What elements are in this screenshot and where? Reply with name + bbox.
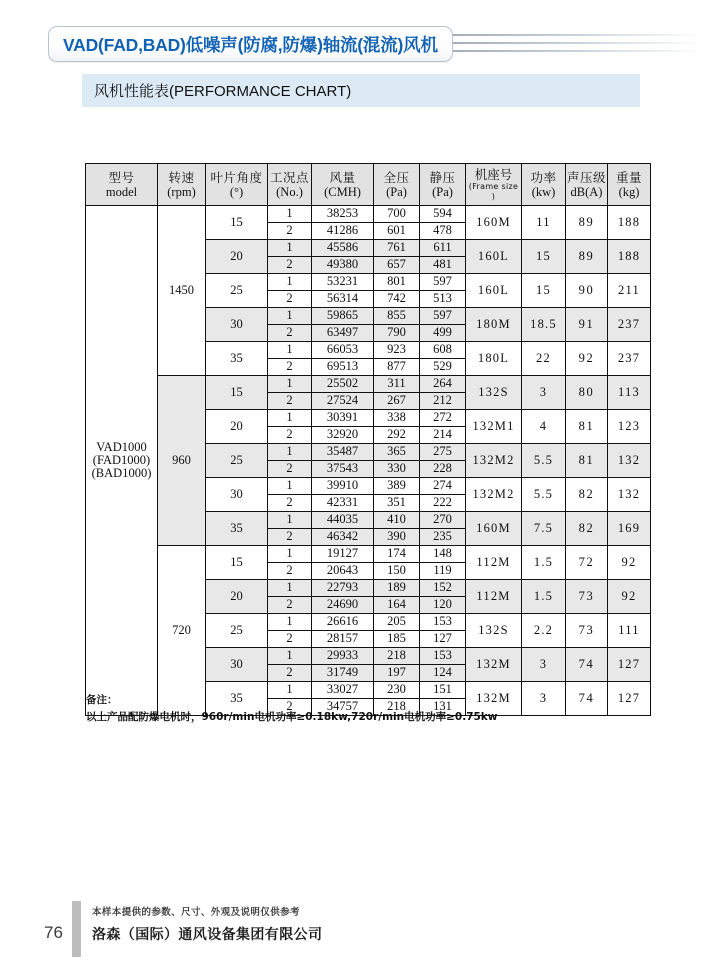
table-column-header: [466, 164, 522, 206]
cell-static-pressure: 481: [420, 257, 466, 274]
cell-operating-point: 1: [268, 342, 312, 359]
cell-static-pressure: 594: [420, 206, 466, 223]
cell-blade-angle: 25: [206, 614, 268, 648]
cell-operating-point: 2: [268, 291, 312, 308]
cell-total-pressure: 389: [374, 478, 420, 495]
column-header-cn: 全压: [383, 169, 410, 185]
cell-weight: 188: [608, 240, 651, 274]
cell-blade-angle: 15: [206, 376, 268, 410]
page-header: [48, 26, 708, 62]
cell-blade-angle: 25: [206, 274, 268, 308]
cell-noise-level: 73: [566, 614, 608, 648]
model-line: (FAD1000): [92, 452, 151, 467]
cell-operating-point: 2: [268, 223, 312, 240]
remark-label: 备注：: [86, 694, 118, 706]
cell-air-flow: 27524: [312, 393, 374, 410]
cell-air-flow: 59865: [312, 308, 374, 325]
cell-static-pressure: 131: [420, 699, 466, 716]
cell-total-pressure: 185: [374, 631, 420, 648]
cell-air-flow: 56314: [312, 291, 374, 308]
cell-static-pressure: 611: [420, 240, 466, 257]
section-subtitle-band: [82, 74, 640, 107]
cell-frame-size: 112M: [466, 580, 522, 614]
column-header-cn: 机座号: [474, 167, 513, 183]
column-header-cn: 静压: [429, 169, 456, 185]
cell-static-pressure: 264: [420, 376, 466, 393]
cell-static-pressure: 222: [420, 495, 466, 512]
cell-noise-level: 91: [566, 308, 608, 342]
cell-weight: 123: [608, 410, 651, 444]
cell-weight: 127: [608, 682, 651, 716]
cell-weight: 92: [608, 580, 651, 614]
cell-operating-point: 2: [268, 529, 312, 546]
cell-air-flow: 39910: [312, 478, 374, 495]
cell-blade-angle: 20: [206, 580, 268, 614]
cell-static-pressure: 274: [420, 478, 466, 495]
cell-frame-size: 132S: [466, 376, 522, 410]
cell-air-flow: 46342: [312, 529, 374, 546]
cell-operating-point: 1: [268, 444, 312, 461]
cell-static-pressure: 272: [420, 410, 466, 427]
cell-operating-point: 2: [268, 597, 312, 614]
cell-static-pressure: 153: [420, 614, 466, 631]
cell-operating-point: 2: [268, 325, 312, 342]
cell-operating-point: 1: [268, 274, 312, 291]
cell-total-pressure: 742: [374, 291, 420, 308]
cell-operating-point: 2: [268, 359, 312, 376]
cell-frame-size: 132M: [466, 648, 522, 682]
cell-weight: 237: [608, 342, 651, 376]
cell-noise-level: 89: [566, 240, 608, 274]
table-body: [86, 206, 651, 716]
cell-total-pressure: 801: [374, 274, 420, 291]
cell-operating-point: 2: [268, 563, 312, 580]
cell-noise-level: 92: [566, 342, 608, 376]
cell-blade-angle: 25: [206, 444, 268, 478]
cell-noise-level: 90: [566, 274, 608, 308]
cell-static-pressure: 608: [420, 342, 466, 359]
cell-total-pressure: 923: [374, 342, 420, 359]
cell-operating-point: 2: [268, 427, 312, 444]
cell-air-flow: 42331: [312, 495, 374, 512]
cell-operating-point: 1: [268, 478, 312, 495]
cell-weight: 111: [608, 614, 651, 648]
table-row: [86, 546, 651, 563]
column-header-cn: 风量: [329, 169, 356, 185]
column-header-cn: 工况点: [269, 169, 309, 185]
header-rule-1: [428, 34, 708, 36]
cell-air-flow: 38253: [312, 206, 374, 223]
cell-power: 3: [522, 648, 566, 682]
cell-air-flow: 20643: [312, 563, 374, 580]
cell-total-pressure: 700: [374, 206, 420, 223]
column-header-en: (kw): [531, 184, 556, 199]
cell-frame-size: 160M: [466, 512, 522, 546]
cell-static-pressure: 228: [420, 461, 466, 478]
cell-total-pressure: 311: [374, 376, 420, 393]
cell-power: 18.5: [522, 308, 566, 342]
cell-operating-point: 1: [268, 682, 312, 699]
cell-total-pressure: 351: [374, 495, 420, 512]
cell-total-pressure: 218: [374, 699, 420, 716]
cell-total-pressure: 230: [374, 682, 420, 699]
performance-table: [85, 163, 651, 716]
cell-static-pressure: 119: [420, 563, 466, 580]
footer-disclaimer: 本样本提供的参数、尺寸、外观及说明仅供参考: [92, 907, 300, 918]
cell-frame-size: 132S: [466, 614, 522, 648]
cell-operating-point: 2: [268, 631, 312, 648]
cell-static-pressure: 153: [420, 648, 466, 665]
cell-blade-angle: 30: [206, 478, 268, 512]
cell-air-flow: 22793: [312, 580, 374, 597]
cell-noise-level: 89: [566, 206, 608, 240]
cell-air-flow: 31749: [312, 665, 374, 682]
table-column-header: [566, 164, 608, 206]
column-header-en: (°): [229, 184, 244, 199]
cell-air-flow: 28157: [312, 631, 374, 648]
column-header-cn: 功率: [530, 169, 557, 185]
cell-static-pressure: 148: [420, 546, 466, 563]
cell-static-pressure: 151: [420, 682, 466, 699]
table-header-row: [86, 164, 651, 206]
cell-weight: 169: [608, 512, 651, 546]
column-header-en: (kg): [618, 184, 640, 199]
remark-block: [86, 692, 646, 727]
cell-weight: 132: [608, 478, 651, 512]
cell-air-flow: 44035: [312, 512, 374, 529]
cell-weight: 92: [608, 546, 651, 580]
cell-blade-angle: 20: [206, 240, 268, 274]
cell-power: 15: [522, 240, 566, 274]
cell-weight: 237: [608, 308, 651, 342]
cell-total-pressure: 657: [374, 257, 420, 274]
cell-air-flow: 32920: [312, 427, 374, 444]
column-header-cn: 叶片角度: [210, 169, 263, 185]
cell-blade-angle: 15: [206, 546, 268, 580]
table-column-header: [312, 164, 374, 206]
table-column-header: [608, 164, 651, 206]
cell-total-pressure: 218: [374, 648, 420, 665]
cell-operating-point: 2: [268, 461, 312, 478]
column-header-cn: 转速: [168, 169, 195, 185]
cell-blade-angle: 20: [206, 410, 268, 444]
cell-static-pressure: 499: [420, 325, 466, 342]
cell-static-pressure: 513: [420, 291, 466, 308]
cell-operating-point: 2: [268, 495, 312, 512]
cell-air-flow: 49380: [312, 257, 374, 274]
cell-noise-level: 80: [566, 376, 608, 410]
cell-total-pressure: 338: [374, 410, 420, 427]
table-row: [86, 206, 651, 223]
cell-frame-size: 132M2: [466, 444, 522, 478]
table-column-header: [268, 164, 312, 206]
cell-power: 7.5: [522, 512, 566, 546]
cell-air-flow: 29933: [312, 648, 374, 665]
table-column-header: [420, 164, 466, 206]
cell-total-pressure: 197: [374, 665, 420, 682]
performance-table-container: [85, 163, 640, 716]
column-header-en: (Pa): [432, 184, 453, 199]
cell-total-pressure: 390: [374, 529, 420, 546]
cell-air-flow: 53231: [312, 274, 374, 291]
cell-frame-size: 160L: [466, 274, 522, 308]
cell-noise-level: 81: [566, 410, 608, 444]
cell-frame-size: 132M2: [466, 478, 522, 512]
cell-total-pressure: 365: [374, 444, 420, 461]
footer-company: 洛森（国际）通风设备集团有限公司: [92, 927, 323, 944]
cell-frame-size: 132M1: [466, 410, 522, 444]
cell-total-pressure: 790: [374, 325, 420, 342]
cell-operating-point: 1: [268, 240, 312, 257]
table-column-header: [374, 164, 420, 206]
header-rule-2: [428, 42, 708, 44]
cell-total-pressure: 267: [374, 393, 420, 410]
column-header-cn: 重量: [615, 169, 642, 185]
cell-frame-size: 112M: [466, 546, 522, 580]
cell-blade-angle: 35: [206, 342, 268, 376]
cell-air-flow: 34757: [312, 699, 374, 716]
cell-noise-level: 81: [566, 444, 608, 478]
cell-power: 5.5: [522, 478, 566, 512]
cell-air-flow: 26616: [312, 614, 374, 631]
page-footer: [44, 897, 704, 959]
cell-noise-level: 72: [566, 546, 608, 580]
cell-air-flow: 30391: [312, 410, 374, 427]
cell-blade-angle: 35: [206, 512, 268, 546]
table-column-header: [158, 164, 206, 206]
table-row: [86, 376, 651, 393]
table-column-header: [206, 164, 268, 206]
table-column-header: [86, 164, 158, 206]
cell-operating-point: 1: [268, 648, 312, 665]
cell-noise-level: 82: [566, 512, 608, 546]
cell-total-pressure: 330: [374, 461, 420, 478]
model-line: VAD1000: [96, 439, 147, 454]
cell-weight: 132: [608, 444, 651, 478]
cell-total-pressure: 292: [374, 427, 420, 444]
cell-blade-angle: 30: [206, 648, 268, 682]
cell-frame-size: 180M: [466, 308, 522, 342]
cell-static-pressure: 275: [420, 444, 466, 461]
cell-rpm: 720: [158, 546, 206, 716]
cell-air-flow: 19127: [312, 546, 374, 563]
cell-weight: 188: [608, 206, 651, 240]
cell-air-flow: 66053: [312, 342, 374, 359]
cell-operating-point: 1: [268, 206, 312, 223]
cell-static-pressure: 124: [420, 665, 466, 682]
cell-power: 22: [522, 342, 566, 376]
cell-operating-point: 1: [268, 614, 312, 631]
cell-operating-point: 2: [268, 393, 312, 410]
cell-air-flow: 63497: [312, 325, 374, 342]
cell-operating-point: 2: [268, 665, 312, 682]
cell-static-pressure: 214: [420, 427, 466, 444]
cell-rpm: 960: [158, 376, 206, 546]
cell-total-pressure: 164: [374, 597, 420, 614]
cell-total-pressure: 410: [374, 512, 420, 529]
cell-air-flow: 35487: [312, 444, 374, 461]
column-header-en: (Frame size ): [468, 182, 519, 201]
cell-power: 1.5: [522, 580, 566, 614]
cell-model: [86, 206, 158, 716]
cell-power: 2.2: [522, 614, 566, 648]
cell-air-flow: 25502: [312, 376, 374, 393]
cell-static-pressure: 529: [420, 359, 466, 376]
cell-air-flow: 37543: [312, 461, 374, 478]
cell-static-pressure: 120: [420, 597, 466, 614]
cell-power: 15: [522, 274, 566, 308]
cell-noise-level: 74: [566, 682, 608, 716]
cell-air-flow: 33027: [312, 682, 374, 699]
cell-static-pressure: 597: [420, 308, 466, 325]
cell-operating-point: 1: [268, 580, 312, 597]
cell-operating-point: 2: [268, 257, 312, 274]
cell-weight: 211: [608, 274, 651, 308]
page-number: 76: [44, 923, 63, 942]
cell-static-pressure: 478: [420, 223, 466, 240]
cell-noise-level: 74: [566, 648, 608, 682]
footer-accent-bar: [72, 901, 81, 957]
column-header-cn: 型号: [108, 169, 135, 185]
cell-total-pressure: 150: [374, 563, 420, 580]
cell-frame-size: 180L: [466, 342, 522, 376]
footer-text-group: [92, 905, 322, 944]
cell-frame-size: 132M: [466, 682, 522, 716]
remark-text: 以上产品配防爆电机时，960r/min电机功率≥0.18kw,720r/min电机功率≥0.75kw: [86, 711, 498, 724]
header-rule-3: [428, 50, 708, 52]
table-column-header: [522, 164, 566, 206]
cell-static-pressure: 127: [420, 631, 466, 648]
column-header-cn: 声压级: [566, 169, 606, 185]
column-header-en: (rpm): [167, 184, 196, 199]
cell-static-pressure: 152: [420, 580, 466, 597]
cell-air-flow: 24690: [312, 597, 374, 614]
cell-air-flow: 45586: [312, 240, 374, 257]
cell-operating-point: 2: [268, 699, 312, 716]
cell-total-pressure: 855: [374, 308, 420, 325]
cell-total-pressure: 877: [374, 359, 420, 376]
cell-operating-point: 1: [268, 376, 312, 393]
cell-total-pressure: 205: [374, 614, 420, 631]
cell-blade-angle: 15: [206, 206, 268, 240]
cell-power: 3: [522, 682, 566, 716]
cell-noise-level: 82: [566, 478, 608, 512]
cell-total-pressure: 601: [374, 223, 420, 240]
cell-total-pressure: 174: [374, 546, 420, 563]
column-header-en: model: [105, 184, 138, 199]
cell-total-pressure: 761: [374, 240, 420, 257]
cell-power: 4: [522, 410, 566, 444]
column-header-en: dB(A): [570, 184, 603, 199]
header-decorative-rules: [428, 31, 708, 57]
cell-power: 1.5: [522, 546, 566, 580]
model-line: (BAD1000): [91, 466, 152, 481]
column-header-en: (Pa): [386, 184, 407, 199]
cell-power: 5.5: [522, 444, 566, 478]
cell-static-pressure: 235: [420, 529, 466, 546]
cell-blade-angle: 35: [206, 682, 268, 716]
cell-frame-size: 160L: [466, 240, 522, 274]
cell-operating-point: 1: [268, 546, 312, 563]
cell-power: 3: [522, 376, 566, 410]
cell-static-pressure: 212: [420, 393, 466, 410]
column-header-en: (No.): [276, 184, 303, 199]
page-title: VAD(FAD,BAD)低噪声(防腐,防爆)轴流(混流)风机: [63, 34, 438, 55]
cell-operating-point: 1: [268, 410, 312, 427]
cell-blade-angle: 30: [206, 308, 268, 342]
section-subtitle: 风机性能表(PERFORMANCE CHART): [94, 83, 352, 100]
cell-rpm: 1450: [158, 206, 206, 376]
cell-weight: 127: [608, 648, 651, 682]
page-title-pill: [48, 26, 453, 62]
cell-noise-level: 73: [566, 580, 608, 614]
cell-static-pressure: 270: [420, 512, 466, 529]
cell-static-pressure: 597: [420, 274, 466, 291]
cell-operating-point: 1: [268, 512, 312, 529]
cell-total-pressure: 189: [374, 580, 420, 597]
cell-power: 11: [522, 206, 566, 240]
column-header-en: (CMH): [324, 184, 361, 199]
cell-air-flow: 41286: [312, 223, 374, 240]
cell-weight: 113: [608, 376, 651, 410]
cell-frame-size: 160M: [466, 206, 522, 240]
cell-operating-point: 1: [268, 308, 312, 325]
cell-air-flow: 69513: [312, 359, 374, 376]
